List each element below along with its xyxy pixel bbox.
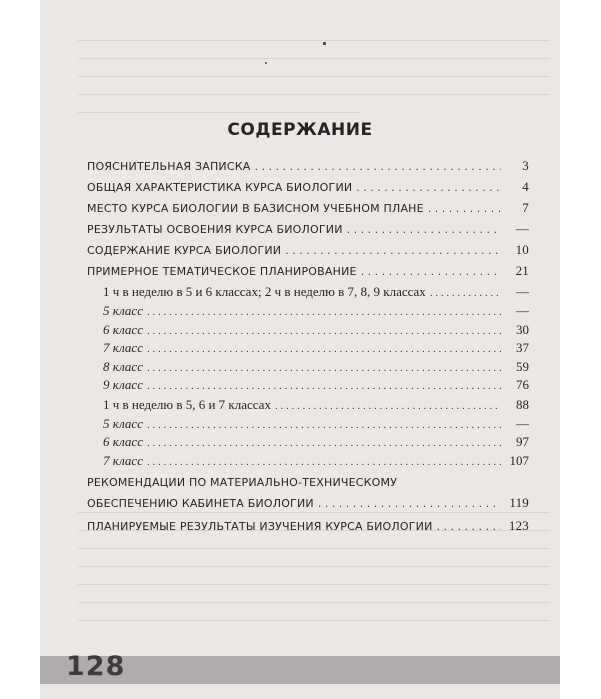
table-of-contents [87, 156, 529, 537]
toc-entry-label: 5 класс [103, 303, 143, 318]
dot-leader [254, 157, 501, 177]
toc-entry-page: 97 [516, 434, 529, 449]
toc-entry-label: 8 класс [103, 358, 143, 374]
toc-entry-page: 59 [516, 358, 529, 374]
dot-leader [147, 376, 501, 396]
toc-entry-label: 6 класс [103, 321, 143, 337]
toc-entry-label: МЕСТО КУРСА БИОЛОГИИ В БАЗИСНОМ УЧЕБНОМ ПЛАНЕ [87, 202, 424, 215]
toc-entry-page: 88 [516, 396, 529, 412]
toc-entry-line1 [87, 474, 529, 492]
show-through-line [78, 602, 550, 603]
toc-entry [87, 261, 529, 281]
toc-class-entry [87, 433, 529, 452]
toc-entry-label: РЕКОМЕНДАЦИИ ПО МАТЕРИАЛЬНО-ТЕХНИЧЕСКОМУ [87, 476, 398, 489]
dot-leader [147, 302, 501, 322]
toc-class-entry [87, 415, 529, 434]
dot-leader [147, 339, 501, 359]
show-through-line [78, 112, 360, 113]
page-number: 128 [66, 651, 126, 682]
toc-entry-page: — [515, 221, 529, 236]
toc-class-entry [87, 376, 529, 395]
toc-entry-label: 7 класс [103, 452, 143, 468]
dot-leader [147, 321, 501, 341]
toc-entry-page: — [516, 284, 529, 299]
toc-entry-page: 119 [509, 495, 529, 510]
dot-leader [147, 358, 501, 378]
dot-leader [347, 220, 501, 240]
show-through-line [78, 40, 550, 41]
print-speck [323, 42, 326, 45]
dot-leader [437, 517, 501, 537]
toc-entry-label: 6 класс [103, 434, 143, 449]
toc-entry-page: — [516, 303, 529, 318]
toc-entry-page: 4 [522, 179, 529, 194]
toc-entry-page: 7 [522, 200, 529, 215]
show-through-line [78, 566, 550, 567]
toc-class-entry [87, 302, 529, 321]
dot-leader [428, 199, 501, 219]
toc-class-entry [87, 358, 529, 377]
dot-leader [318, 494, 501, 514]
dot-leader [275, 395, 501, 416]
toc-entry-label: ПОЯСНИТЕЛЬНАЯ ЗАПИСКА [87, 160, 251, 173]
show-through-line [78, 584, 550, 585]
dot-leader [285, 241, 501, 261]
toc-entry-label: ОБЕСПЕЧЕНИЮ КАБИНЕТА БИОЛОГИИ [87, 497, 314, 510]
toc-entry-page: 3 [522, 158, 529, 173]
toc-entry-page: 10 [515, 242, 529, 257]
show-through-line [78, 76, 550, 77]
toc-entry-label: СОДЕРЖАНИЕ КУРСА БИОЛОГИИ [87, 244, 282, 257]
toc-subentry [87, 282, 529, 302]
toc-entry-label: 7 класс [103, 340, 143, 355]
toc-entry-label: ОБЩАЯ ХАРАКТЕРИСТИКА КУРСА БИОЛОГИИ [87, 181, 353, 194]
toc-entry [87, 156, 529, 176]
book-page [40, 0, 560, 699]
toc-subentry [87, 395, 529, 415]
show-through-line [78, 548, 550, 549]
toc-class-entry [87, 452, 529, 471]
toc-entry [87, 240, 529, 260]
toc-class-entry [87, 321, 529, 340]
toc-class-entry [87, 339, 529, 358]
toc-entry-label: РЕЗУЛЬТАТЫ ОСВОЕНИЯ КУРСА БИОЛОГИИ [87, 223, 343, 236]
print-speck [265, 62, 267, 64]
toc-entry-page: 107 [509, 452, 529, 468]
toc-entry-label: 1 ч в неделю в 5, 6 и 7 классах [103, 396, 271, 412]
toc-entry [87, 177, 529, 197]
page-title: СОДЕРЖАНИЕ [227, 120, 373, 140]
toc-entry-page: 30 [516, 321, 529, 337]
toc-entry-label: 1 ч в неделю в 5 и 6 классах; 2 ч в неделю в 7, 8, 9 классах [103, 284, 426, 299]
show-through-line [78, 58, 550, 59]
toc-entry [87, 516, 529, 536]
dot-leader [147, 452, 501, 472]
dot-leader [147, 433, 501, 453]
dot-leader [147, 415, 501, 435]
toc-entry-label: ПРИМЕРНОЕ ТЕМАТИЧЕСКОЕ ПЛАНИРОВАНИЕ [87, 265, 357, 278]
show-through-line [78, 94, 550, 95]
toc-entry [87, 493, 529, 513]
show-through-line [78, 620, 550, 621]
dot-leader [430, 282, 501, 303]
toc-entry-page: 21 [515, 263, 529, 278]
toc-entry-page: — [516, 415, 529, 431]
toc-entry-label: ПЛАНИРУЕМЫЕ РЕЗУЛЬТАТЫ ИЗУЧЕНИЯ КУРСА БИОЛОГИИ [87, 520, 433, 533]
toc-entry-page: 123 [508, 518, 529, 533]
toc-entry-label: 5 класс [103, 415, 143, 431]
dot-leader [361, 262, 501, 282]
toc-entry-page: 37 [516, 340, 529, 355]
toc-entry [87, 198, 529, 218]
toc-entry-label: 9 класс [103, 377, 143, 392]
toc-entry-page: 76 [516, 377, 529, 392]
dot-leader [356, 178, 501, 198]
toc-entry [87, 219, 529, 239]
